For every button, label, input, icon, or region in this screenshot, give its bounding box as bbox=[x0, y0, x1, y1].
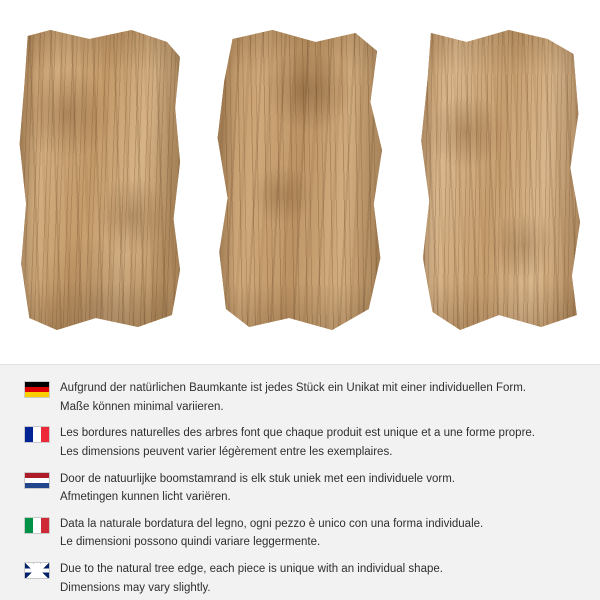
note-text-de bbox=[60, 379, 582, 416]
disclaimer-panel bbox=[0, 364, 600, 600]
note-line1-de: Aufgrund der natürlichen Baumkante ist jedes Stück ein Unikat mit einer individuellen Form. bbox=[60, 382, 526, 394]
note-line1-fr: Les bordures naturelles des arbres font que chaque produit est unique et a une forme propre. bbox=[60, 427, 535, 440]
flag-italy-icon bbox=[24, 517, 50, 534]
slab-shading-right bbox=[418, 30, 580, 330]
note-row-de bbox=[24, 379, 582, 416]
note-line1-en: Due to the natural tree edge, each piece is unique with an individual shape. bbox=[60, 563, 443, 575]
slab-right bbox=[418, 30, 580, 330]
note-line2-fr: Les dimensions peuvent varier légèrement entre les exemplaires. bbox=[60, 445, 393, 458]
slab-center bbox=[216, 30, 382, 330]
flag-germany-icon bbox=[24, 381, 50, 398]
flag-netherlands-icon bbox=[24, 472, 50, 489]
note-text-en bbox=[60, 560, 582, 597]
note-row-nl bbox=[24, 470, 582, 507]
note-line1-it: Data la naturale bordatura del legno, ogni pezzo è unico con una forma individuale. bbox=[60, 517, 484, 530]
note-text-nl bbox=[60, 470, 582, 507]
note-line2-en: Dimensions may vary slightly. bbox=[60, 581, 211, 594]
note-line1-nl: Door de natuurlijke boomstamrand is elk stuk uniek met een individuele vorm. bbox=[60, 472, 456, 485]
note-line2-de: Maße können minimal variieren. bbox=[60, 400, 224, 413]
note-line2-nl: Afmetingen kunnen licht variëren. bbox=[60, 491, 231, 504]
flag-france-icon bbox=[24, 426, 50, 443]
slab-left bbox=[18, 30, 180, 330]
note-row-fr bbox=[24, 424, 582, 461]
note-text-fr bbox=[60, 424, 582, 461]
slab-shading-left bbox=[18, 30, 180, 330]
flag-united-kingdom-icon bbox=[24, 562, 50, 579]
note-text-it bbox=[60, 515, 582, 552]
note-row-it bbox=[24, 515, 582, 552]
note-line2-it: Le dimensioni possono quindi variare leggermente. bbox=[60, 536, 321, 549]
note-row-en bbox=[24, 560, 582, 597]
slab-shading-center bbox=[216, 30, 382, 330]
